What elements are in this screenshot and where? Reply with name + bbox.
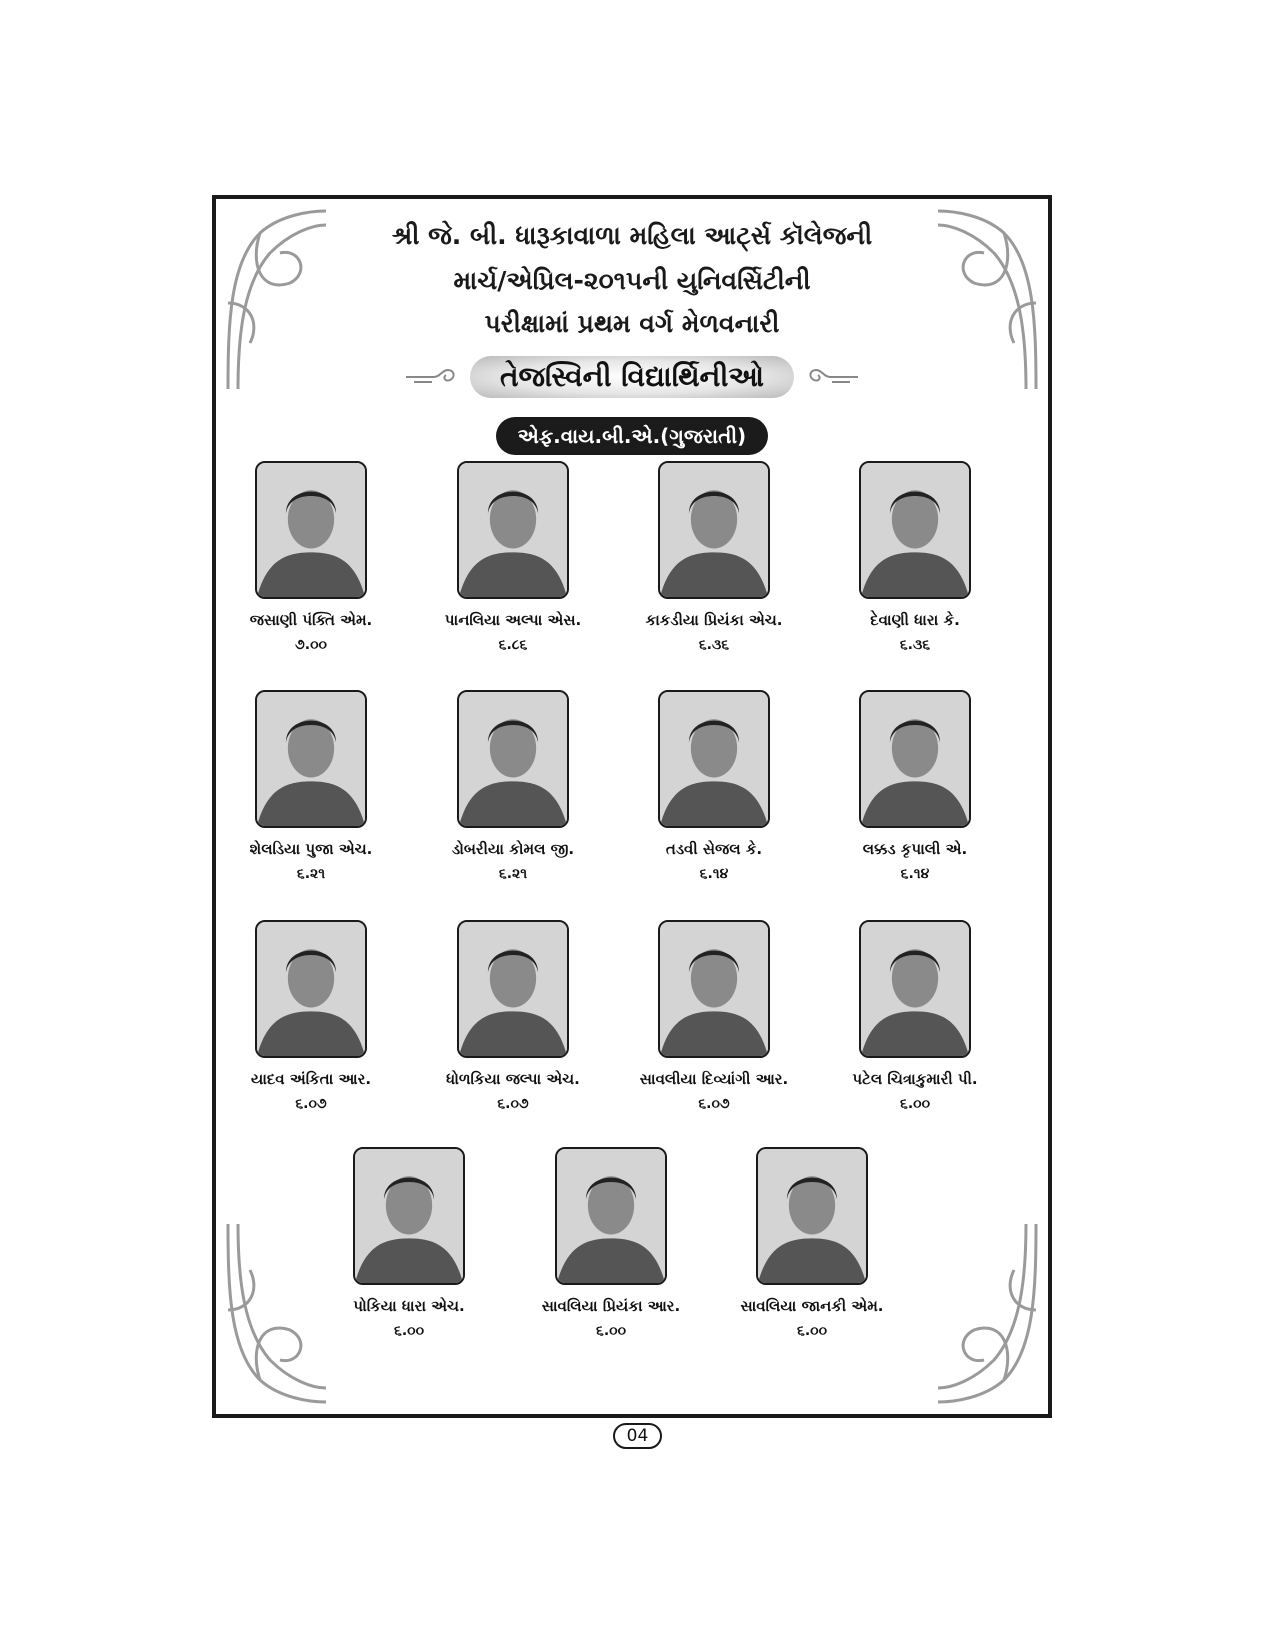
student-name: પોકિયા ધારા એચ. — [353, 1297, 465, 1315]
student-photo — [457, 920, 569, 1058]
student-score: ૬.૩૬ — [698, 637, 730, 653]
course-label: એફ.વાય.બી.એ.(ગુજરાતી) — [496, 417, 768, 455]
student-score: ૬.૨૧ — [498, 866, 528, 882]
student-photo — [255, 461, 367, 599]
student-score: ૬.૦૦ — [393, 1323, 424, 1339]
student-name: સાવલિયા જાનકી એમ. — [740, 1297, 884, 1315]
student-score: ૬.૦૦ — [899, 1096, 930, 1112]
student-card — [810, 920, 1020, 1112]
student-photo — [658, 461, 770, 599]
student-name: ડોબરીયા કોમલ જી. — [451, 840, 575, 858]
student-photo — [255, 690, 367, 828]
student-score: ૬.૧૪ — [900, 866, 930, 882]
banner-title: તેજસ્વિની વિદ્યાર્થિનીઓ — [470, 356, 794, 398]
student-score: ૬.૧૪ — [699, 866, 729, 882]
student-card — [810, 461, 1020, 653]
student-card — [609, 461, 819, 653]
student-score: ૬.૨૧ — [296, 866, 326, 882]
student-score: ૬.૮૬ — [498, 637, 528, 653]
student-photo — [859, 461, 971, 599]
corner-ornament-bottom-right — [934, 1220, 1044, 1410]
page-frame — [212, 195, 1052, 1418]
student-name: સાવલીયા દિવ્યાંગી આર. — [639, 1070, 789, 1088]
student-name: પાનલિયા અલ્પા એસ. — [444, 611, 582, 629]
student-photo — [555, 1147, 667, 1285]
student-score: ૬.૦૭ — [497, 1096, 529, 1112]
student-card — [810, 690, 1020, 882]
banner-row — [216, 354, 1048, 400]
student-photo — [859, 690, 971, 828]
student-photo — [353, 1147, 465, 1285]
student-card — [506, 1147, 716, 1339]
student-photo — [756, 1147, 868, 1285]
student-score: ૬.૦૦ — [595, 1323, 626, 1339]
student-name: દેવાણી ધારા કે. — [870, 611, 960, 629]
title-line-3: પરીક્ષામાં પ્રથમ વર્ગ મેળવનારી — [484, 309, 780, 338]
student-card — [408, 920, 618, 1112]
student-name: શેલડિયા પુજા એચ. — [249, 840, 373, 858]
title-line-1: શ્રી જે. બી. ધારૂકાવાળા મહિલા આર્ટ્સ કૉલેજની — [391, 221, 873, 250]
student-photo — [255, 920, 367, 1058]
student-card — [206, 461, 416, 653]
student-card — [206, 690, 416, 882]
student-photo — [457, 461, 569, 599]
student-card — [408, 461, 618, 653]
student-name: પટેલ ચિત્રાકુમારી પી. — [852, 1070, 978, 1088]
page-number-label: 04 — [613, 1423, 663, 1449]
student-photo — [859, 920, 971, 1058]
swirl-right-icon — [804, 366, 860, 388]
student-name: જસાણી પંક્તિ એમ. — [249, 611, 373, 629]
student-name: લક્કડ કૃપાલી એ. — [862, 840, 968, 858]
student-name: યાદવ અંકિતા આર. — [250, 1070, 372, 1088]
student-score: ૬.૩૬ — [899, 637, 931, 653]
student-name: કાકડીયા પ્રિયંકા એચ. — [645, 611, 783, 629]
page-number — [0, 1423, 1275, 1449]
student-card — [609, 690, 819, 882]
student-card — [408, 690, 618, 882]
student-card — [206, 920, 416, 1112]
student-card — [609, 920, 819, 1112]
student-score: ૬.૦૭ — [295, 1096, 327, 1112]
student-name: ધોળકિયા જલ્પા એચ. — [446, 1070, 580, 1088]
student-name: તડવી સેજલ કે. — [665, 840, 763, 858]
student-score: ૭.૦૦ — [295, 637, 327, 653]
student-card — [304, 1147, 514, 1339]
student-name: સાવલિયા પ્રિયંકા આર. — [541, 1297, 681, 1315]
student-photo — [457, 690, 569, 828]
student-card — [707, 1147, 917, 1339]
swirl-left-icon — [404, 366, 460, 388]
course-pill-row — [216, 417, 1048, 455]
title-line-2: માર્ચ/એપ્રિલ-૨૦૧૫ની યુનિવર્સિટીની — [453, 266, 811, 295]
student-score: ૬.૦૦ — [796, 1323, 827, 1339]
student-photo — [658, 920, 770, 1058]
student-photo — [658, 690, 770, 828]
student-score: ૬.૦૭ — [698, 1096, 730, 1112]
